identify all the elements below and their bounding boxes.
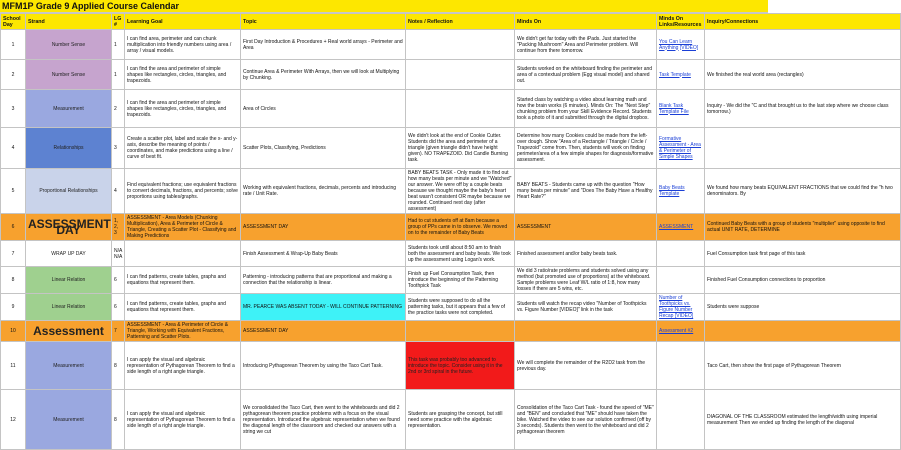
cell-lg-text: N/A N/A — [114, 247, 123, 260]
cell-topic-text: Working with equivalent fractions, decimals, percents and introducing rate / Unit Rate. — [243, 185, 397, 197]
cell-links[interactable] — [657, 30, 705, 60]
cell-inquiry[interactable] — [705, 267, 901, 294]
cell-lg-text: 1, 2, 3 — [114, 218, 119, 236]
cell-minds-on-text: Finished assessment and/or baby beats task. — [517, 250, 618, 257]
cell-learning-goal[interactable] — [125, 90, 241, 128]
cell-minds-on[interactable] — [515, 128, 657, 169]
cell-learning-goal[interactable] — [125, 30, 241, 60]
cell-day[interactable] — [1, 128, 26, 169]
cell-lg-text: 8 — [114, 362, 117, 369]
cell-notes[interactable] — [406, 321, 515, 342]
cell-lg[interactable] — [112, 390, 125, 450]
cell-topic[interactable] — [241, 267, 406, 294]
cell-day-text: 1 — [11, 41, 15, 48]
table-row — [1, 294, 901, 321]
cell-links-text[interactable]: Task Template — [659, 71, 691, 78]
cell-learning-goal[interactable] — [125, 60, 241, 90]
cell-learning-goal[interactable] — [125, 267, 241, 294]
table-row — [1, 30, 901, 60]
cell-links-text[interactable]: Formative Assessment - Area & Perimeter of Simple Shapes — [659, 136, 701, 160]
cell-topic-text: Continue Area & Perimeter With Arrays, then we will look at Multiplying by Chunking. — [243, 68, 400, 81]
cell-notes-text: We didn't look at the end of Cookie Cutter. Students did the area and perimeter of a triangle (given triangle didn't have height given). NO TRAPEZOID. Did Candle Burning task. — [408, 133, 508, 163]
cell-day-text: 12 — [10, 416, 16, 423]
cell-minds-on[interactable] — [515, 294, 657, 321]
cell-lg-text: 6 — [114, 277, 117, 283]
table-row — [1, 128, 901, 169]
cell-day[interactable] — [1, 294, 26, 321]
cell-inquiry[interactable] — [705, 30, 901, 60]
cell-learning-goal[interactable] — [125, 241, 241, 267]
cell-lg-text: 6 — [114, 304, 117, 310]
cell-learning-goal-text: I can find patterns, create tables, graphs and equations that represent them. — [127, 274, 226, 286]
cell-links[interactable] — [657, 241, 705, 267]
cell-notes[interactable] — [406, 294, 515, 321]
cell-notes-text: BABY BEATS TASK - Only made it to find out how many beats per minute and we "Watched" our answer. We were off by a couple beats because we thought maybe the baby's heart beat wasn't consistent OR maybe because we rounded. Continued next day (after assessment) — [408, 170, 512, 212]
cell-topic[interactable] — [241, 214, 406, 241]
cell-inquiry-text: DIAGONAL OF THE CLASSROOM estimated the length/width using imperial measurement Then we ended up finding the length of the diagonal — [707, 413, 878, 426]
cell-day[interactable] — [1, 321, 26, 342]
cell-day[interactable] — [1, 60, 26, 90]
cell-links[interactable] — [657, 90, 705, 128]
cell-inquiry-text: We finished the real world area (rectangles) — [707, 71, 804, 78]
cell-links[interactable] — [657, 390, 705, 450]
cell-minds-on[interactable] — [515, 214, 657, 241]
cell-strand-text: Linear Relation — [51, 304, 86, 310]
cell-day[interactable] — [1, 267, 26, 294]
cell-links[interactable] — [657, 342, 705, 390]
cell-topic-text: Scatter Plots, Classifying, Predictions — [243, 145, 326, 151]
cell-minds-on-text: We did 3 ratio/rate problems and students solved using any method (but promoted use of proportions) at the whiteboard. Sample problems were Leaf W/L ratio of 1:8, how many losses if there are 5 wins, etc. — [517, 268, 651, 292]
cell-minds-on-text: BABY BEATS - Students came up with the question "How many beats per minute" and "Does The Baby Have a Healthy Heart Rate?" — [517, 182, 653, 200]
cell-topic[interactable] — [241, 342, 406, 390]
cell-lg[interactable] — [112, 267, 125, 294]
cell-notes[interactable] — [406, 390, 515, 450]
cell-topic[interactable] — [241, 321, 406, 342]
cell-strand-text: Assessment — [33, 324, 104, 338]
cell-strand[interactable] — [26, 241, 112, 267]
cell-learning-goal[interactable] — [125, 342, 241, 390]
cell-topic[interactable] — [241, 241, 406, 267]
cell-topic[interactable] — [241, 128, 406, 169]
cell-learning-goal[interactable] — [125, 214, 241, 241]
cell-lg-text: 4 — [114, 188, 117, 194]
cell-learning-goal-text: I can apply the visual and algebraic representation of Pythagorean Theorem to find a side length of a right angle triangle. — [127, 356, 235, 375]
cell-day-text: 7 — [11, 250, 15, 257]
cell-minds-on-text: Started class by watching a video about learning math and how the brain works (6 minutes). Minds On: The "Next Step" chunking problem from your Skill Evidence Record. Students took a photo of it and submitted through the digital dropbox. — [517, 96, 652, 121]
table-row — [1, 267, 901, 294]
cell-strand[interactable] — [26, 321, 112, 342]
cell-topic-text: MR. PEARCE WAS ABSENT TODAY - WILL CONTINUE PATTERNING — [243, 304, 403, 310]
cell-day[interactable] — [1, 214, 26, 241]
cell-links-text[interactable]: Blank Task Template File — [659, 102, 689, 115]
cell-minds-on[interactable] — [515, 60, 657, 90]
cell-day-text: 11 — [10, 362, 16, 369]
cell-minds-on[interactable] — [515, 241, 657, 267]
cell-topic-text: First Day Introduction & Procedures + Real world arrays - Perimeter and Area — [243, 38, 403, 51]
cell-lg[interactable] — [112, 214, 125, 241]
cell-minds-on-text: We will complete the remainder of the R2D2 task from the previous day. — [517, 359, 646, 372]
cell-notes[interactable] — [406, 267, 515, 294]
header-inquiry[interactable]: Inquiry/Connections — [705, 14, 901, 30]
cell-links[interactable] — [657, 169, 705, 214]
cell-minds-on[interactable] — [515, 169, 657, 214]
cell-learning-goal-text: I can find patterns, create tables, graphs and equations that represent them. — [127, 301, 226, 313]
cell-inquiry[interactable] — [705, 60, 901, 90]
table-row — [1, 321, 901, 342]
cell-notes-text: This task was probably too advanced to introduce the topic. Consider using it in the 2nd or 3rd spiral in the future. — [408, 356, 503, 375]
cell-learning-goal-text: I can find the area and perimeter of simple shapes like rectangles, circles, triangles, and trapezoids. — [127, 99, 227, 118]
cell-learning-goal-text: I can find area, perimeter and can chunk multiplication into friendly numbers using area / array / visual models. — [127, 35, 232, 54]
cell-learning-goal[interactable] — [125, 169, 241, 214]
cell-topic[interactable] — [241, 169, 406, 214]
cell-inquiry[interactable] — [705, 214, 901, 241]
cell-notes[interactable] — [406, 128, 515, 169]
table-row — [1, 390, 901, 450]
cell-links[interactable] — [657, 128, 705, 169]
cell-inquiry-text: Fuel Consumption task first page of this task — [707, 250, 806, 257]
cell-minds-on-text: Students worked on the whiteboard finding the perimeter and area of a contextual problem (Egg visual model) and shared out. — [517, 65, 653, 84]
cell-inquiry-text: Taco Cart, then show the first page of Pythagorean Theorem — [707, 362, 841, 369]
cell-topic-text: ASSESSMENT DAY — [243, 224, 289, 230]
cell-strand-text: WRAP UP DAY — [51, 250, 86, 257]
cell-links[interactable] — [657, 214, 705, 241]
cell-topic[interactable] — [241, 90, 406, 128]
cell-day-text: 8 — [11, 277, 15, 283]
cell-notes[interactable] — [406, 214, 515, 241]
cell-notes[interactable] — [406, 342, 515, 390]
table-row — [1, 60, 901, 90]
header-links[interactable]: Minds On Links/Resources — [657, 14, 705, 30]
cell-topic-text: Introducing Pythagorean Theorem by using the Taco Cart Task. — [243, 362, 383, 369]
cell-lg[interactable] — [112, 60, 125, 90]
cell-learning-goal[interactable] — [125, 321, 241, 342]
cell-strand-text: Relationships — [53, 145, 84, 151]
cell-day[interactable] — [1, 241, 26, 267]
cell-day[interactable] — [1, 90, 26, 128]
cell-links[interactable] — [657, 267, 705, 294]
cell-minds-on-text: We didn't get far today with the iPads. Just started the "Packing Mushroom" Area and Perimeter problem. Will continue from there tomorrow. — [517, 35, 639, 54]
cell-day-text: 6 — [11, 224, 15, 230]
header-notes[interactable]: Notes / Reflection — [406, 14, 515, 30]
cell-minds-on-text: Determine how many Cookies could be made from the left-over dough. Show "Area of a Rectangle / Triangle / Circle / Trapezoid" come from. Then, students will work on finding perimeter/area of a few simple shapes for diagnosis/formative assessment. — [517, 133, 654, 163]
cell-inquiry[interactable] — [705, 390, 901, 450]
cell-strand[interactable] — [26, 214, 112, 241]
header-row — [1, 14, 901, 30]
cell-minds-on[interactable] — [515, 267, 657, 294]
cell-topic-text: ASSESSMENT DAY — [243, 328, 289, 334]
header-strand[interactable]: Strand — [26, 14, 112, 30]
cell-strand[interactable] — [26, 342, 112, 390]
cell-inquiry[interactable] — [705, 169, 901, 214]
cell-topic-text: Area of Circles — [243, 105, 276, 112]
table-row — [1, 241, 901, 267]
cell-notes[interactable] — [406, 90, 515, 128]
cell-lg-text: 1 — [114, 41, 117, 48]
table-row — [1, 342, 901, 390]
cell-learning-goal-text: Create a scatter plot, label and scale the x- and y- axis, describe the meaning of points / coordinates, and make predictions using a line / curve of best fit. — [127, 136, 238, 160]
cell-learning-goal[interactable] — [125, 390, 241, 450]
cell-lg[interactable] — [112, 128, 125, 169]
cell-inquiry-text: Inquiry - We did the "C and that brought us to the last step where we choose class tomorrow.) — [707, 102, 889, 115]
cell-learning-goal-text: ASSESSMENT - Area & Perimeter of Circle & Triangle, Working with Equivalent Fractions, Patterning and Scatter Plots. — [127, 322, 229, 340]
cell-inquiry[interactable] — [705, 342, 901, 390]
cell-minds-on[interactable] — [515, 30, 657, 60]
cell-lg-text: 1 — [114, 71, 117, 78]
cell-day[interactable] — [1, 30, 26, 60]
cell-inquiry-text: Finished Fuel Consumption connections to proportion — [707, 277, 826, 283]
cell-minds-on[interactable] — [515, 321, 657, 342]
cell-notes-text: Students took until about 8:50 am to finish both the assessment and baby beats. We took up the assessment using Logan's work. — [408, 244, 511, 263]
cell-strand-text: Measurement — [53, 362, 84, 369]
cell-strand-text: Number Sense — [51, 71, 86, 78]
cell-day[interactable] — [1, 390, 26, 450]
table-row — [1, 90, 901, 128]
cell-inquiry[interactable] — [705, 90, 901, 128]
cell-learning-goal-text: ASSESSMENT - Area Models (Chunking Multiplication), Area & Perimeter of Circle & Triangle, Creating a Scatter Plot - Classifying and Making Predictions — [127, 215, 237, 239]
calendar-table — [0, 13, 901, 450]
cell-strand-text: Measurement — [53, 105, 84, 112]
cell-notes[interactable] — [406, 241, 515, 267]
cell-day-text: 9 — [11, 304, 15, 310]
cell-links-text[interactable]: Assessment #2 — [659, 328, 694, 334]
cell-lg[interactable] — [112, 294, 125, 321]
header-day[interactable]: School Day — [1, 14, 26, 30]
cell-topic-text: Finish Assessment & Wrap-Up Baby Beats — [243, 250, 338, 257]
cell-day-text: 10 — [10, 328, 16, 334]
cell-minds-on[interactable] — [515, 342, 657, 390]
cell-strand[interactable] — [26, 128, 112, 169]
cell-notes[interactable] — [406, 169, 515, 214]
cell-minds-on[interactable] — [515, 390, 657, 450]
cell-links[interactable] — [657, 60, 705, 90]
cell-links-text[interactable]: Number of Toothpicks vs. Figure Number Recap [VIDEO] — [659, 295, 694, 319]
cell-day-text: 3 — [11, 105, 15, 112]
cell-learning-goal[interactable] — [125, 128, 241, 169]
cell-inquiry[interactable] — [705, 294, 901, 321]
cell-learning-goal[interactable] — [125, 294, 241, 321]
cell-lg-text: 8 — [114, 416, 117, 423]
cell-strand[interactable] — [26, 294, 112, 321]
cell-topic[interactable] — [241, 30, 406, 60]
cell-notes-text: Students are grasping the concept, but still need some practice with the algebraic representation. — [408, 410, 503, 429]
cell-inquiry-text: Continued Baby Beats with a group of students "multiplier" using opposite to find actual UNIT RATE, DETERMINE — [707, 221, 885, 233]
cell-topic[interactable] — [241, 60, 406, 90]
cell-links-text[interactable]: Baby Beats Template — [659, 185, 685, 197]
cell-strand[interactable] — [26, 90, 112, 128]
cell-lg[interactable] — [112, 342, 125, 390]
cell-learning-goal-text: I can apply the visual and algebraic representation of Pythagorean Theorem to find a side length of a right angle triangle. — [127, 410, 235, 429]
header-topic[interactable]: Topic — [241, 14, 406, 30]
cell-lg-text: 7 — [114, 328, 117, 334]
cell-inquiry[interactable] — [705, 321, 901, 342]
cell-topic[interactable] — [241, 294, 406, 321]
course-title: MFM1P Grade 9 Applied Course Calendar — [0, 0, 768, 13]
cell-lg[interactable] — [112, 30, 125, 60]
cell-minds-on-text: ASSESSMENT — [517, 224, 552, 230]
cell-strand-text: Proportional Relationships — [39, 188, 98, 194]
cell-strand-text: ASSESSMENT DAY — [28, 217, 111, 237]
cell-topic-text: Patterning - introducing patterns that are proportional and making a connection that the relationship is linear. — [243, 274, 392, 286]
cell-links-text[interactable]: You Can Learn Anything [VIDEO] — [659, 38, 699, 51]
cell-notes-text: Finish up Fuel Consumption Task, then introduce the beginning of the Patterning Toothpick Task — [408, 271, 499, 289]
cell-learning-goal-text: Find equivalent fractions; use equivalent fractions to convert decimals, fractions, and percents; solve proportions using tables/graphs. — [127, 182, 238, 200]
cell-inquiry-text: Students were suppose — [707, 304, 760, 310]
cell-strand-text: Number Sense — [51, 41, 86, 48]
cell-inquiry[interactable] — [705, 128, 901, 169]
cell-notes[interactable] — [406, 30, 515, 60]
cell-day[interactable] — [1, 342, 26, 390]
cell-lg[interactable] — [112, 169, 125, 214]
cell-inquiry-text: We found how many beats EQUIVALENT FRACTIONS that we could find the "h two denominators. By — [707, 185, 893, 197]
cell-lg[interactable] — [112, 90, 125, 128]
cell-lg-text: 3 — [114, 145, 117, 151]
cell-topic-text: We consolidated the Taco Cart, then went to the whiteboards and did 2 pythagorean theorem practice problems with a focus on the visual representation. Introduced the algebraic representation when we found the diagonal length of the classroom and checked our answers with a string we cut — [243, 404, 400, 435]
cell-strand[interactable] — [26, 169, 112, 214]
cell-notes-text: Students were supposed to do all the patterning tasks, but it appears that a few of the practice tasks were not completed. — [408, 298, 506, 316]
cell-strand-text: Measurement — [53, 416, 84, 423]
cell-links[interactable] — [657, 294, 705, 321]
cell-topic[interactable] — [241, 390, 406, 450]
cell-strand-text: Linear Relation — [51, 277, 86, 283]
cell-strand[interactable] — [26, 30, 112, 60]
cell-notes-text: Had to cut students off at 8am because a group of PPs came in to observe. We moved on to the remainder of Baby Beats — [408, 218, 508, 236]
cell-learning-goal-text: I can find the area and perimeter of simple shapes like rectangles, circles, triangles, and trapezoids. — [127, 65, 227, 84]
cell-day-text: 4 — [11, 145, 15, 151]
cell-strand[interactable] — [26, 60, 112, 90]
table-row — [1, 169, 901, 214]
header-lg[interactable]: LG # — [112, 14, 125, 30]
table-row — [1, 214, 901, 241]
cell-day-text: 2 — [11, 71, 15, 78]
header-minds-on[interactable]: Minds On — [515, 14, 657, 30]
cell-strand[interactable] — [26, 267, 112, 294]
cell-minds-on[interactable] — [515, 90, 657, 128]
cell-notes[interactable] — [406, 60, 515, 90]
header-learning-goal[interactable]: Learning Goal — [125, 14, 241, 30]
cell-lg-text: 2 — [114, 105, 117, 112]
cell-day[interactable] — [1, 169, 26, 214]
cell-links[interactable] — [657, 321, 705, 342]
cell-minds-on-text: Consolidation of the Taco Cart Task - found the speed of "ME" and "BEN" and concluded that "ME" should have taken the bike. Watched the video to see our solution confirmed (off by 3 seconds). Students then went to the whiteboard and did 2 pythagorean theorem — [517, 404, 654, 435]
cell-day-text: 5 — [11, 188, 15, 194]
cell-minds-on-text: Students will watch the recap video "Number of Toothpicks vs. Figure Number [VIDEO]" link in the task — [517, 301, 647, 313]
cell-inquiry[interactable] — [705, 241, 901, 267]
cell-lg[interactable] — [112, 241, 125, 267]
cell-strand[interactable] — [26, 390, 112, 450]
cell-lg[interactable] — [112, 321, 125, 342]
cell-links-text[interactable]: ASSESSMENT — [659, 224, 694, 230]
